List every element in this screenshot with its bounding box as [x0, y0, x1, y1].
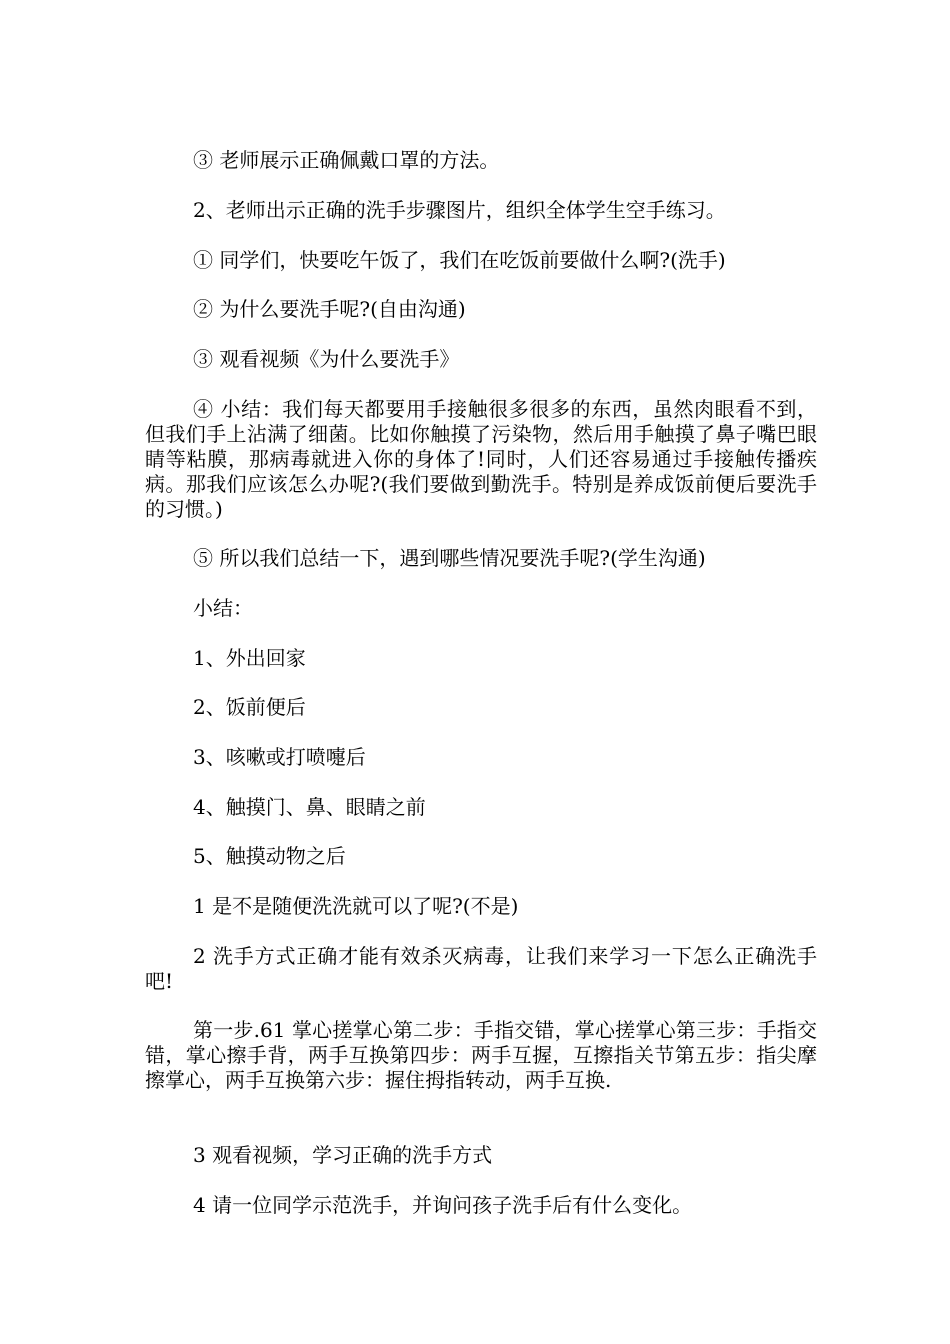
paragraph-question-casual: 1 是不是随便洗洗就可以了呢?(不是): [193, 894, 519, 918]
list-item-cough-sneeze: 3、咳嗽或打喷嚏后: [193, 745, 366, 769]
list-item-meals-toilet: 2、饭前便后: [193, 695, 306, 719]
paragraph-why-wash: ② 为什么要洗手呢?(自由沟通): [193, 297, 466, 321]
paragraph-handwash-pictures: 2、老师出示正确的洗手步骤图片，组织全体学生空手练习。: [193, 198, 726, 222]
paragraph-six-steps: 第一步.61 掌心搓掌心第二步：手指交错，掌心搓掌心第三步：手指交错，掌心擦手背，两手互换第四步：两手互握，互擦指关节第五步：指尖摩擦掌心，两手互换第六步：握住拇指转动，两手互换.: [145, 1018, 817, 1092]
paragraph-demo-student: 4 请一位同学示范洗手，并询问孩子洗手后有什么变化。: [193, 1193, 693, 1217]
list-item-going-out: 1、外出回家: [193, 646, 306, 670]
list-item-touch-animals: 5、触摸动物之后: [193, 844, 346, 868]
paragraph-summary-label: 小结：: [193, 596, 253, 620]
paragraph-correct-method: 2 洗手方式正确才能有效杀灭病毒，让我们来学习一下怎么正确洗手吧!: [145, 944, 817, 993]
paragraph-summary-germs: ④ 小结：我们每天都要用手接触很多很多的东西，虽然肉眼看不到，但我们手上沾满了细菌。比如你触摸了污染物，然后用手触摸了鼻子嘴巴眼睛等粘膜，那病毒就进入你的身体了!同时，人们还容易通过手接触传播疾病。那我们应该怎么办呢?(我们要做到勤洗手。特别是养成饭前便后要洗手的习惯。): [145, 397, 817, 521]
paragraph-mask-demo: ③ 老师展示正确佩戴口罩的方法。: [193, 148, 500, 172]
paragraph-watch-video: ③ 观看视频《为什么要洗手》: [193, 347, 460, 371]
paragraph-watch-video-method: 3 观看视频，学习正确的洗手方式: [193, 1143, 493, 1167]
paragraph-question-lunch: ① 同学们，快要吃午饭了，我们在吃饭前要做什么啊?(洗手): [193, 248, 726, 272]
paragraph-when-to-wash: ⑤ 所以我们总结一下，遇到哪些情况要洗手呢?(学生沟通): [193, 546, 706, 570]
list-item-touch-face: 4、触摸门、鼻、眼睛之前: [193, 795, 426, 819]
